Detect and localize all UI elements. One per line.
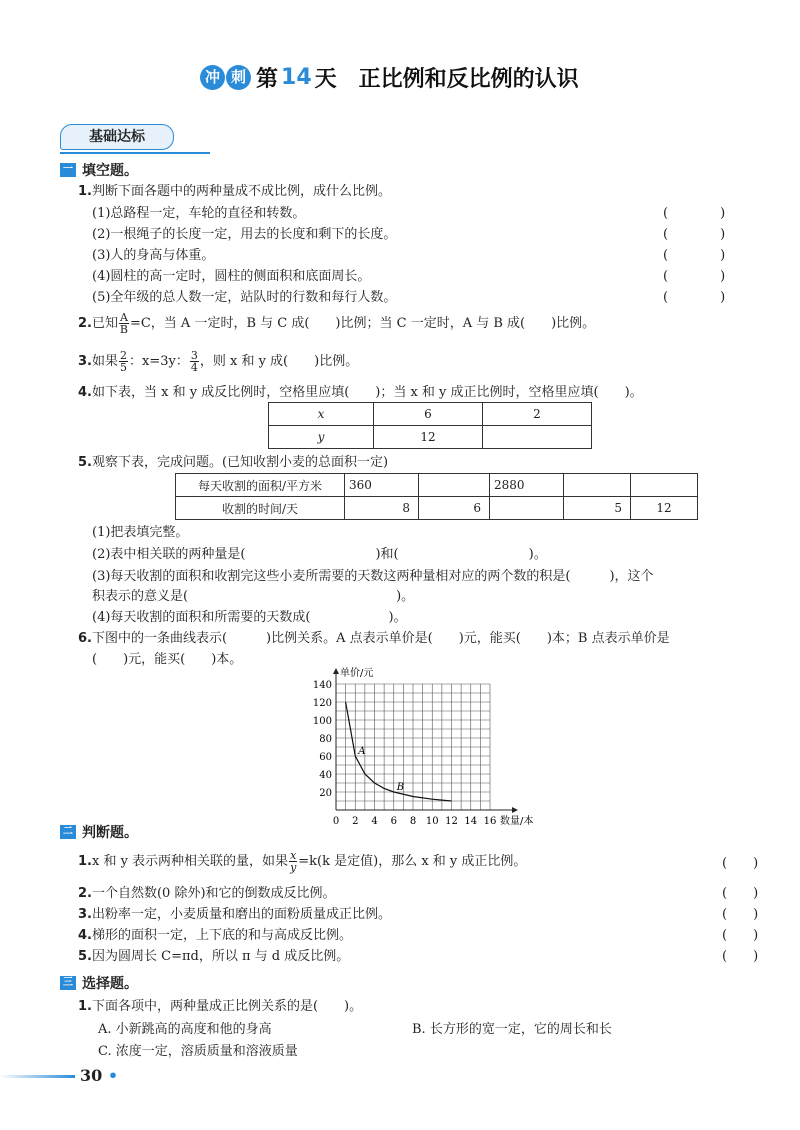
x-tick-label: 8 xyxy=(409,816,417,827)
section-number-icon: 三 xyxy=(60,976,76,990)
choice-option-b[interactable]: B. 长方形的宽一定，它的周长和长 xyxy=(412,1022,612,1037)
x-tick-label: 12 xyxy=(445,816,458,827)
badge-chong: 冲 xyxy=(200,65,225,90)
question-4: 4.如下表，当 x 和 y 成反比例时，空格里应填( )；当 x 和 y 成正比例时，空格里应填( )。 xyxy=(78,385,643,400)
fraction: $\frac{A}{B}$ xyxy=(119,311,129,336)
q1-item: (4)圆柱的高一定时，圆柱的侧面积和底面周长。 xyxy=(92,269,371,284)
judge-item: 3.出粉率一定，小麦质量和磨出的面粉质量成正比例。 xyxy=(78,907,391,922)
y-tick-label: 40 xyxy=(319,770,332,781)
page-title: 冲 刺 第 14 天 正比例和反比例的认识 xyxy=(200,62,579,93)
lesson-title: 正比例和反比例的认识 xyxy=(358,67,579,92)
judge-item: 5.因为圆周长 C=πd，所以 π 与 d 成反比例。 xyxy=(78,949,350,964)
question-3: 3.如果 $\frac{2}{5}$ ：x=3y： $\frac{3}{4}$ ，则 x 和 y 成( )比例。 xyxy=(78,349,359,374)
choice-option-c[interactable]: C. 浓度一定，溶质质量和溶液质量 xyxy=(98,1044,298,1059)
unit-price-chart xyxy=(300,660,560,830)
table-row: 收割的时间/天 8 6 5 12 xyxy=(176,497,698,520)
q1-item: (1)总路程一定，车轮的直径和转数。 xyxy=(92,206,306,221)
badge-ci: 刺 xyxy=(226,65,251,90)
table-row: 每天收割的面积/平方米 360 2880 xyxy=(176,474,698,497)
section-tag: 基础达标 xyxy=(60,124,174,150)
question-1: 1.判断下面各题中的两种量成不成比例，成什么比例。 xyxy=(78,184,391,199)
judge-item: 1.x 和 y 表示两种相关联的量，如果 $\frac{x}{y}$ =k(k 是定值)，那么 x 和 y 成正比例。 xyxy=(78,849,527,874)
answer-blank[interactable]: ( ) xyxy=(663,248,726,263)
answer-blank[interactable]: ( ) xyxy=(663,269,726,284)
q6-line2: ( )元，能买( )本。 xyxy=(92,652,243,667)
q1-item: (3)人的身高与体重。 xyxy=(92,248,215,263)
x-tick-label: 4 xyxy=(371,816,378,827)
x-axis-arrow xyxy=(512,807,518,813)
fraction: $\frac{2}{5}$ xyxy=(120,349,127,374)
table-row: y 12 xyxy=(269,426,592,449)
y-axis-arrow xyxy=(333,668,339,674)
q5-sub: (3)每天收割的面积和收割完这些小麦所需要的天数这两种量相对应的两个数的积是( )，这个 xyxy=(92,569,654,584)
y-axis-label: 单价/元 xyxy=(340,668,374,679)
answer-blank[interactable]: ( ) xyxy=(722,949,759,964)
section-choice: 三 选择题。 xyxy=(60,973,138,993)
answer-blank[interactable]: ( ) xyxy=(663,206,726,221)
page-number: 30 • xyxy=(80,1066,119,1085)
x-tick-label: 2 xyxy=(352,816,359,827)
q5-sub: 积表示的意义是( )。 xyxy=(92,589,415,604)
point-label: A xyxy=(358,746,366,757)
y-tick-label: 100 xyxy=(312,716,332,727)
x-tick-label: 0 xyxy=(332,816,340,827)
x-axis-label: 数量/本 xyxy=(500,816,534,827)
answer-blank[interactable]: ( ) xyxy=(663,290,726,305)
answer-blank[interactable]: ( ) xyxy=(722,907,759,922)
section-judge: 二 判断题。 xyxy=(60,822,138,842)
table-row: x 6 2 xyxy=(269,403,592,426)
section-fill-blank: 一 填空题。 xyxy=(60,160,138,180)
judge-item: 2.一个自然数(0 除外)和它的倒数成反比例。 xyxy=(78,886,336,901)
q1-item: (2)一根绳子的长度一定，用去的长度和剩下的长度。 xyxy=(92,227,397,242)
answer-blank[interactable]: ( ) xyxy=(722,928,759,943)
section-number-icon: 一 xyxy=(60,163,76,177)
point-label: B xyxy=(396,782,405,793)
x-tick-label: 10 xyxy=(425,816,439,827)
q4-table xyxy=(268,402,592,449)
x-tick-label: 14 xyxy=(464,816,478,827)
choice-question-1: 1.下面各项中，两种量成正比例关系的是( )。 xyxy=(78,999,363,1014)
y-tick-label: 80 xyxy=(319,734,332,745)
judge-item: 4.梯形的面积一定，上下底的和与高成反比例。 xyxy=(78,928,352,943)
q5-sub: (2)表中相关联的两种量是( )和( )。 xyxy=(92,547,547,562)
q1-item: (5)全年级的总人数一定，站队时的行数和每行人数。 xyxy=(92,290,397,305)
day-number: 14 xyxy=(281,65,312,90)
section-number-icon: 二 xyxy=(60,825,76,839)
q5-sub: (4)每天收割的面积和所需要的天数成( )。 xyxy=(92,610,407,625)
q5-sub: (1)把表填完整。 xyxy=(92,525,189,540)
fraction: $\frac{3}{4}$ xyxy=(190,349,198,374)
question-6: 6.下图中的一条曲线表示( )比例关系。A 点表示单价是( )元，能买( )本；B 点表示单价是 xyxy=(78,631,670,646)
q5-table xyxy=(175,473,698,520)
fraction: $\frac{x}{y}$ xyxy=(290,849,297,874)
answer-blank[interactable]: ( ) xyxy=(722,886,759,901)
answer-blank[interactable]: ( ) xyxy=(722,856,759,871)
question-2: 2.已知 $\frac{A}{B}$ =C，当 A 一定时，B 与 C 成( )比例；当 C 一定时，A 与 B 成( )比例。 xyxy=(78,311,596,336)
answer-blank[interactable]: ( ) xyxy=(663,227,726,242)
page-bar xyxy=(0,1075,75,1078)
y-tick-label: 140 xyxy=(312,680,332,691)
y-tick-label: 120 xyxy=(312,698,332,709)
x-tick-label: 6 xyxy=(390,816,397,827)
x-tick-label: 16 xyxy=(483,816,497,827)
choice-option-a[interactable]: A. 小新跳高的高度和他的身高 xyxy=(98,1022,272,1037)
question-5: 5.观察下表，完成问题。(已知收割小麦的总面积一定) xyxy=(78,455,389,470)
y-tick-label: 20 xyxy=(319,788,332,799)
tag-underline xyxy=(60,152,210,154)
y-tick-label: 60 xyxy=(319,752,332,763)
